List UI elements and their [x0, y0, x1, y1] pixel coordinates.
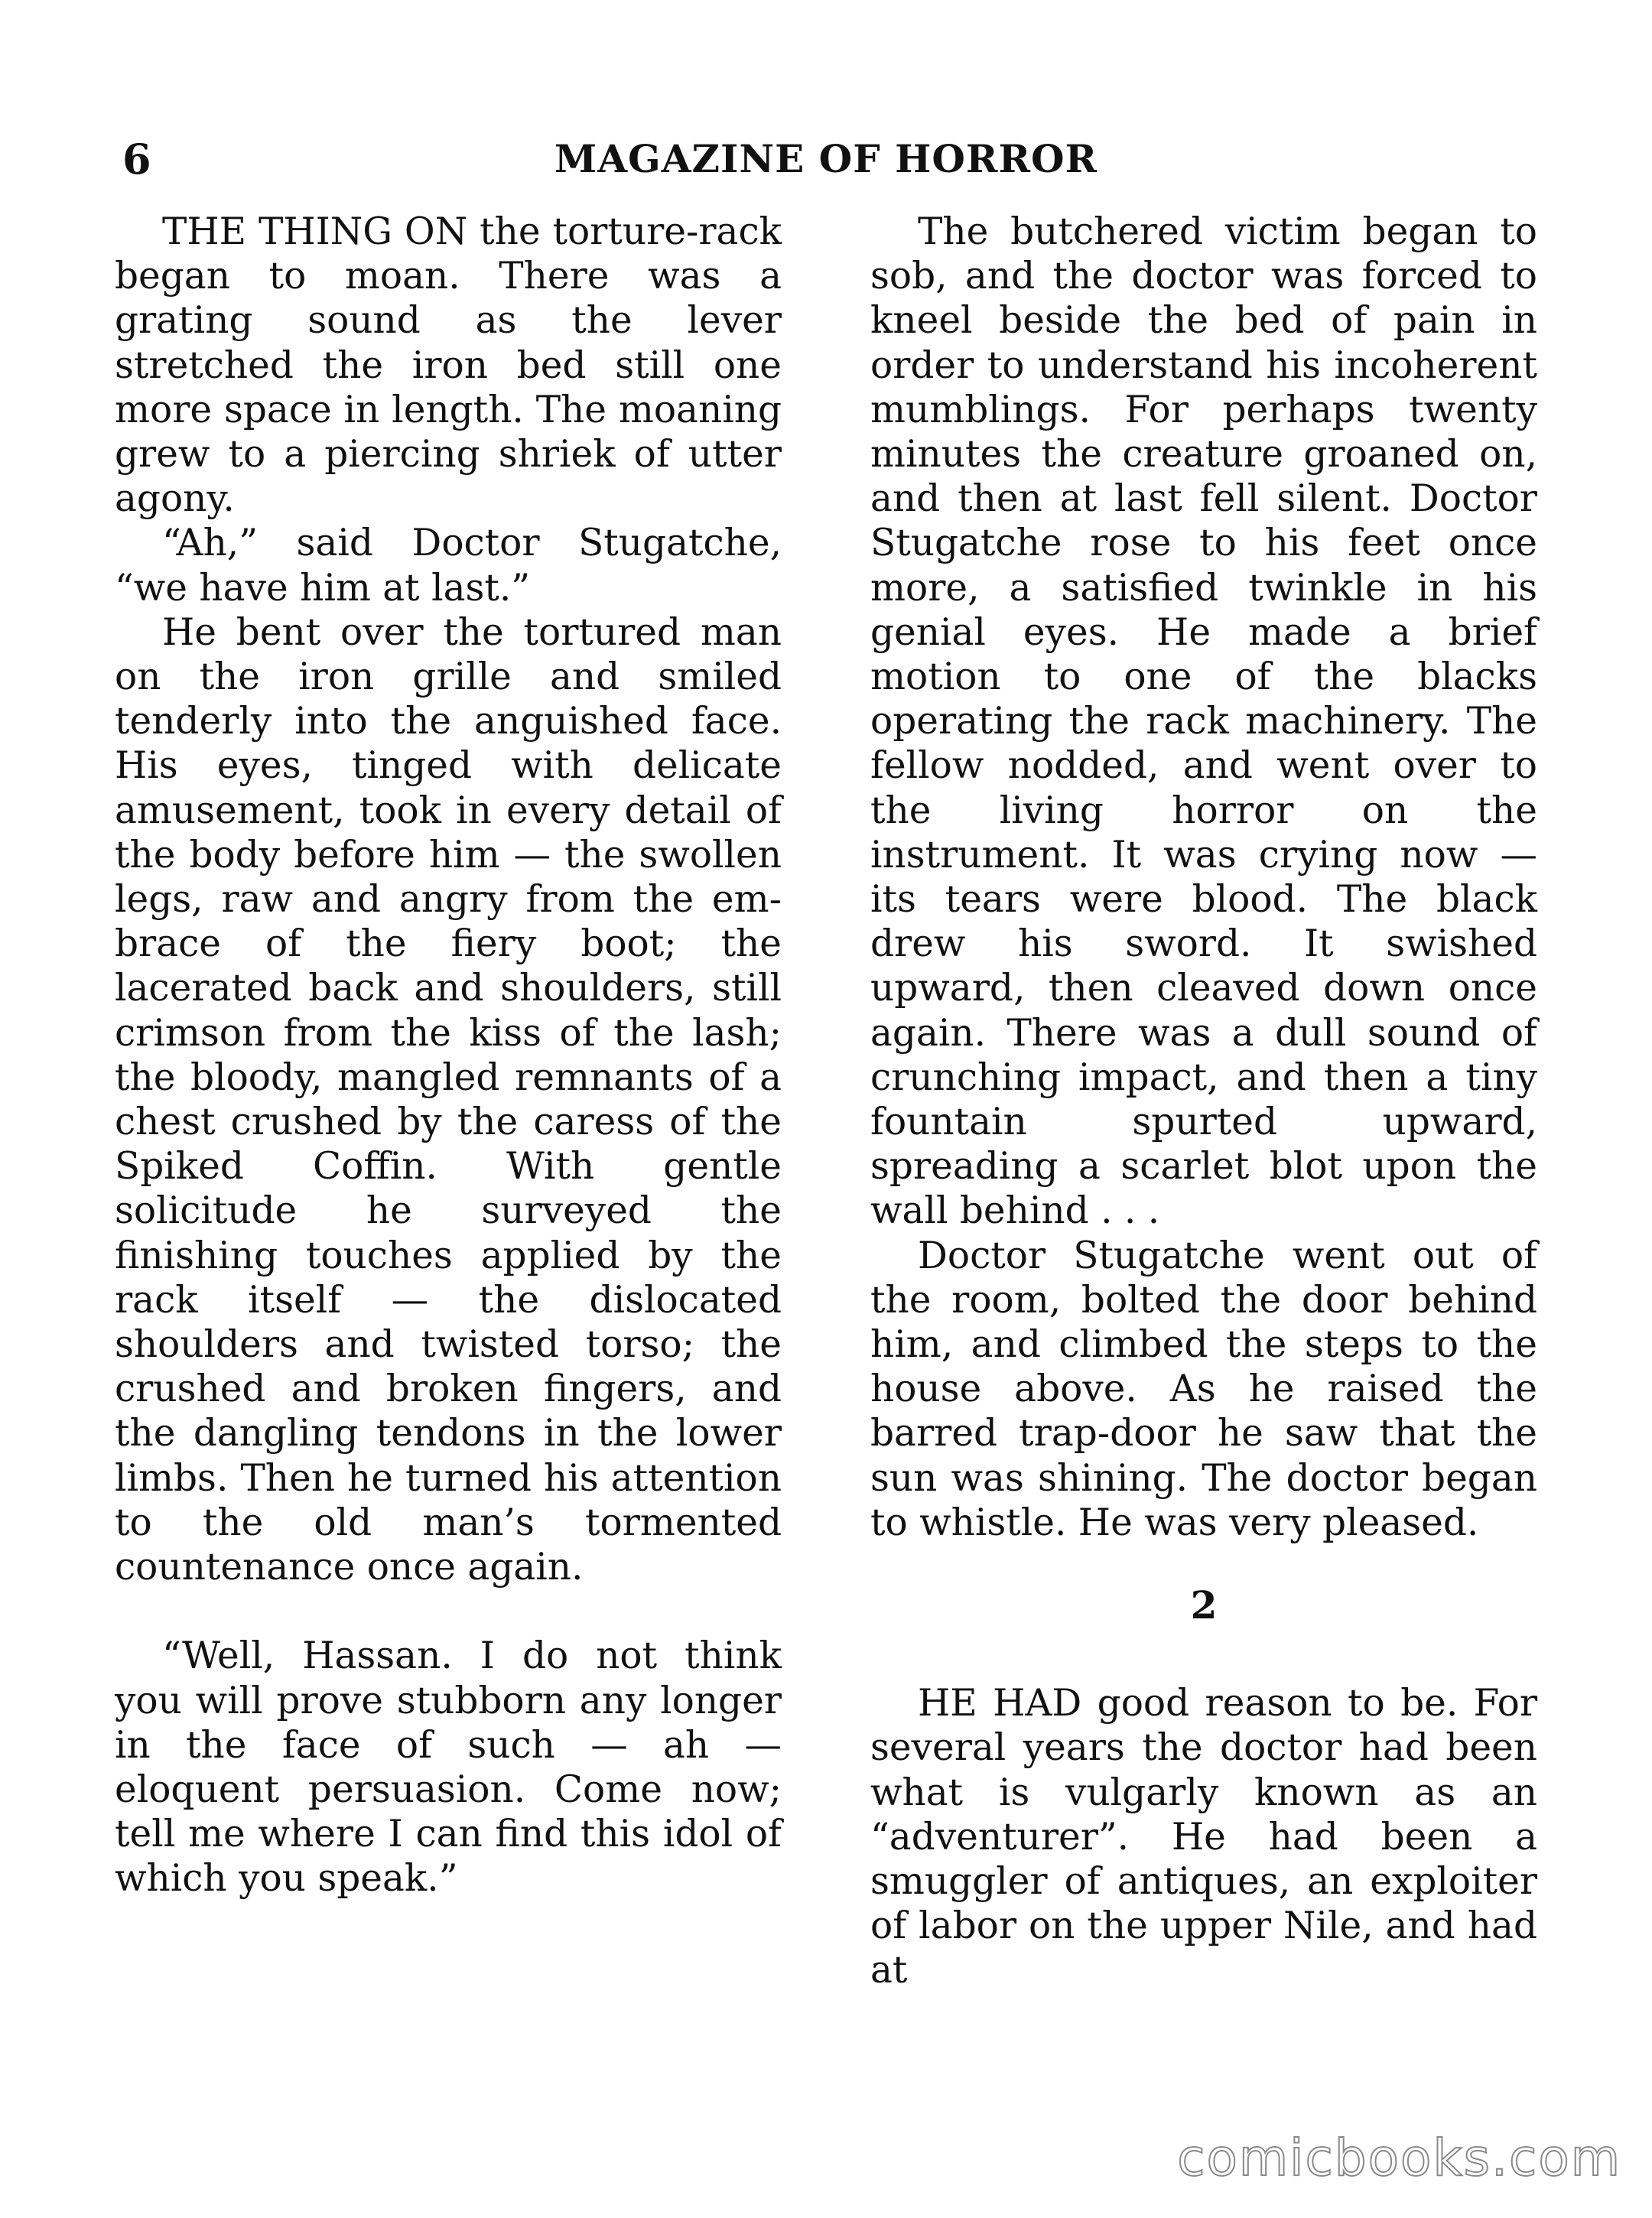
paragraph: “Ah,” said Doctor Stugatche, “we have him at last.” [115, 522, 782, 610]
paragraph: The butchered victim began to sob, and the doctor was forced to kneel beside the bed of pain in order to understand his incoherent mumblings. For perhaps twenty minutes the creature groaned on, and then at last fell silent. Doctor Stugatche rose to his feet once more, a satisfied twinkle in his genial eyes. He made a brief motion to one of the blacks operating the rack machinery. The fellow nodded, and went over to the living horror on the instrument. It was crying now — its tears were blood. The black drew his sword. It swished upward, then cleaved down once again. There was a dull sound of crunching impact, and then a tiny fountain spurted upward, spreading a scarlet blot upon the wall behind . . . [870, 210, 1537, 1233]
page-number: 6 [122, 135, 151, 184]
left-column [115, 210, 782, 1901]
paragraph: “Well, Hassan. I do not think you will prove stubborn any longer in the face of such — ah — eloquent persuasion. Come now; tell me where I can find this idol of which you speak.” [115, 1634, 782, 1901]
paragraph: Doctor Stugatche went out of the room, bolted the door behind him, and climbed the steps to the house above. As he raised the barred trap-door he saw that the sun was shining. The doctor began to whistle. He was very pleased. [870, 1234, 1537, 1544]
paragraph: THE THING ON the torture-rack began to moan. There was a grating sound as the lever stretched the iron bed still one more space in length. The moaning grew to a piercing shriek of utter agony. [115, 210, 782, 521]
paragraph: He bent over the tortured man on the iron grille and smiled tenderly into the anguished face. His eyes, tinged with delicate amusement, took in every detail of the body before him — the swollen legs, raw and angry from the embrace of the fiery boot; the lacerated back and shoulders, still crimson from the kiss of the lash; the bloody, mangled remnants of a chest crushed by the caress of the Spiked Coffin. With gentle solicitude he surveyed the finishing touches applied by the rack itself — the dislocated shoulders and twisted torso; the crushed and broken fingers, and the dangling tendons in the lower limbs. Then he turned his attention to the old man’s tormented countenance once again. [115, 610, 782, 1589]
section-number: 2 [1190, 1582, 1218, 1628]
running-head: MAGAZINE OF HORROR [554, 136, 1098, 181]
page-header [115, 128, 1537, 190]
paragraph: HE HAD good reason to be. For several years the doctor had been what is vulgarly known as an “adventurer”. He had been a smuggler of antiques, an exploiter of labor on the upper Nile, and had at [870, 1682, 1537, 1992]
watermark-logo: comicbooks.com [1177, 2129, 1621, 2187]
right-column [870, 210, 1537, 1993]
